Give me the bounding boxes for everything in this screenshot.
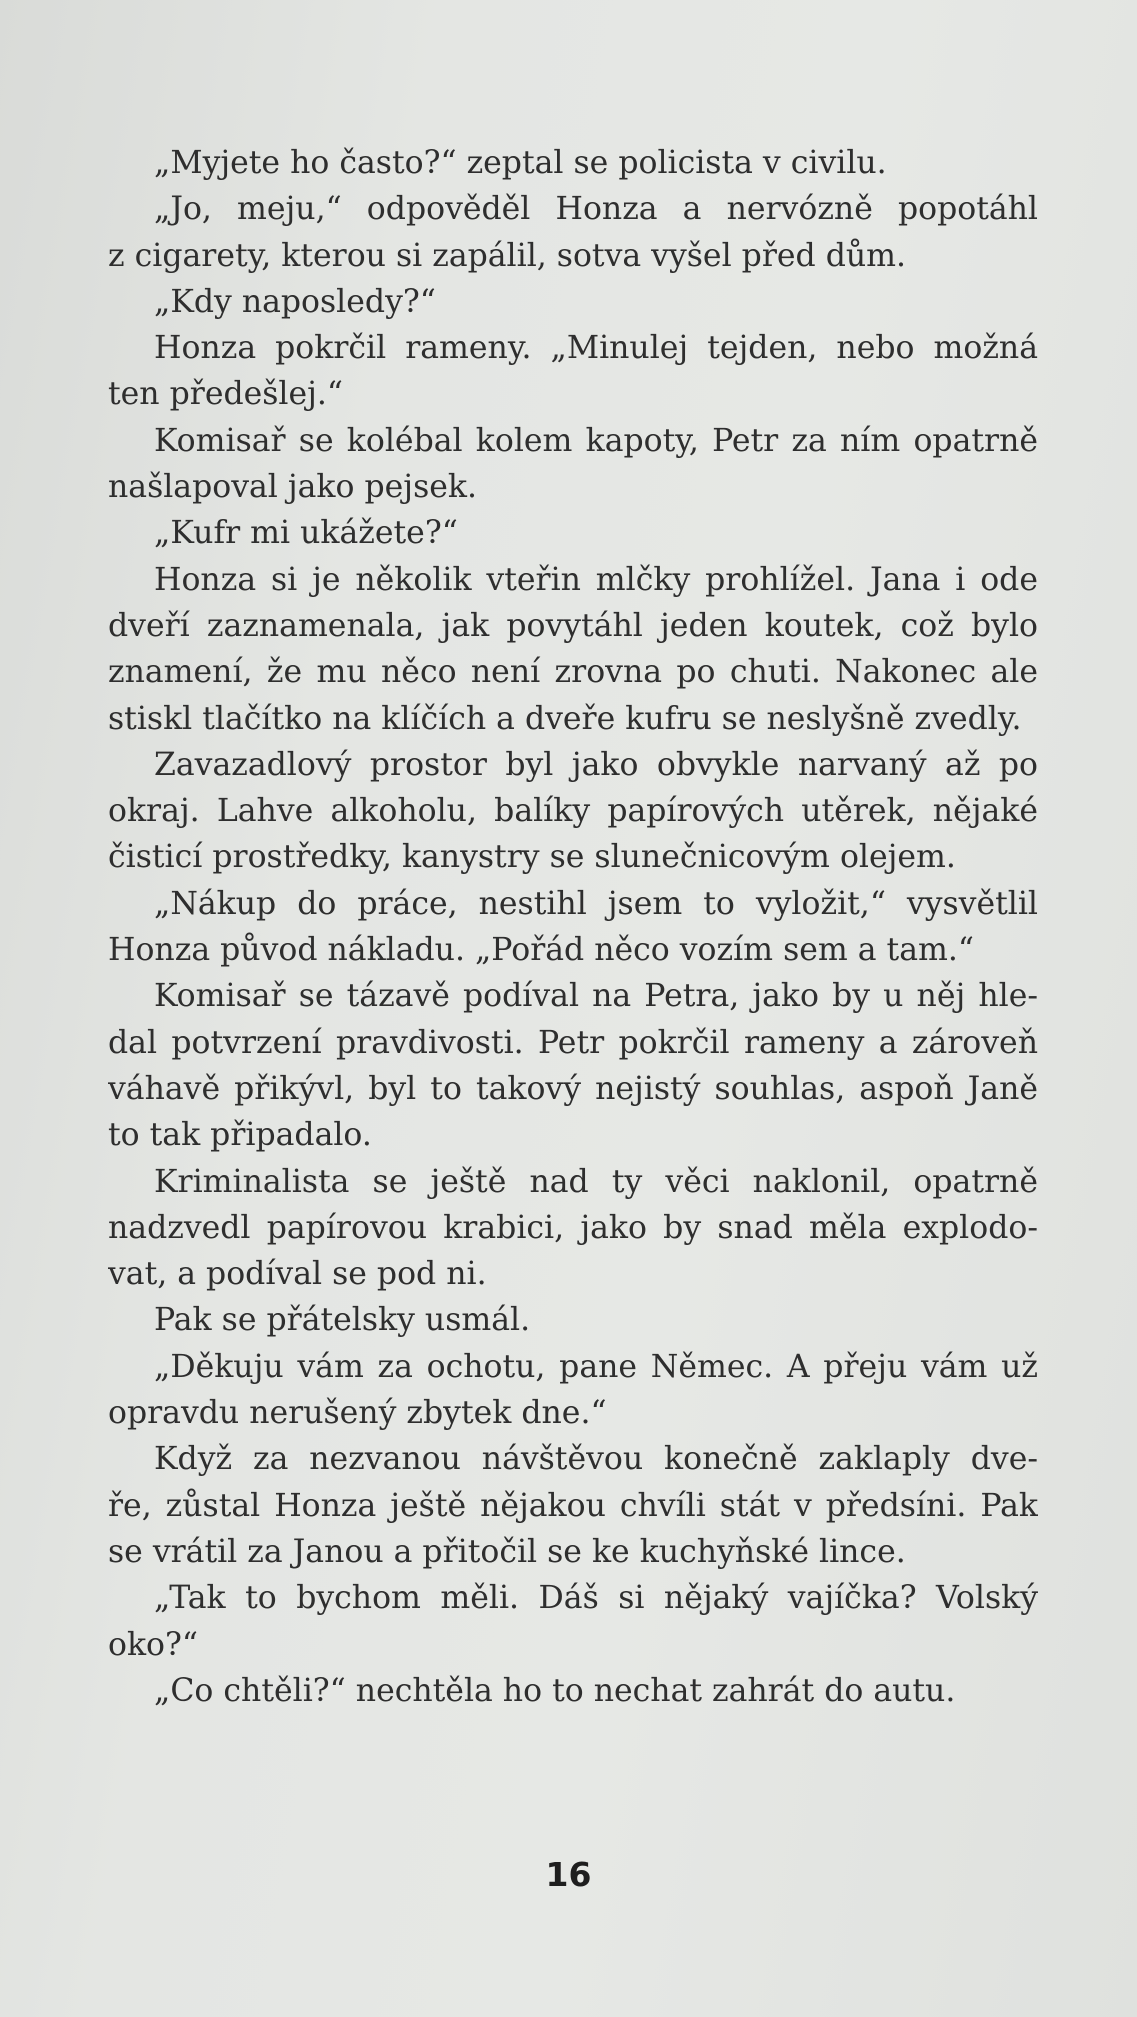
text-line: Komisař se tázavě podíval na Petra, jako by u něj hle- <box>154 978 1038 1015</box>
text-line: čisticí prostředky, kanystry se slunečnicovým olejem. <box>108 839 956 876</box>
text-line: Kriminalista se ještě nad ty věci naklonil, opatrně <box>154 1163 1038 1200</box>
text-line: se vrátil za Janou a přitočil se ke kuchyňské lince. <box>108 1533 906 1570</box>
text-line: dveří zaznamenala, jak povytáhl jeden koutek, což bylo <box>108 607 1038 644</box>
text-line: to tak připadalo. <box>108 1117 372 1154</box>
body-text <box>108 140 1038 1714</box>
paragraph <box>108 1436 1038 1575</box>
text-line: „Děkuju vám za ochotu, pane Němec. A přeju vám už <box>154 1348 1038 1385</box>
text-line: Honza si je několik vteřin mlčky prohlížel. Jana i ode <box>154 561 1038 598</box>
text-line: ten předešlej.“ <box>108 376 344 413</box>
paragraph <box>108 742 1038 881</box>
text-line: Honza původ nákladu. „Pořád něco vozím sem a tam.“ <box>108 932 974 969</box>
text-line: nadzvedl papírovou krabici, jako by snad měla explodo- <box>108 1209 1038 1246</box>
paragraph <box>108 1575 1038 1668</box>
paragraph <box>108 418 1038 511</box>
paragraph <box>108 1297 1038 1343</box>
text-line: „Kufr mi ukážete?“ <box>154 515 458 552</box>
page-number: 16 <box>545 1855 592 1894</box>
text-line: „Tak to bychom měli. Dáš si nějaký vajíčka? Volský <box>154 1580 1038 1617</box>
text-line: oko?“ <box>108 1626 199 1663</box>
text-line: dal potvrzení pravdivosti. Petr pokrčil rameny a zároveň <box>108 1024 1038 1061</box>
text-line: „Myjete ho často?“ zeptal se policista v civilu. <box>154 145 887 181</box>
paragraph <box>108 973 1038 1158</box>
text-line: Pak se přátelsky usmál. <box>154 1302 531 1339</box>
text-line: ře, zůstal Honza ještě nějakou chvíli stát v předsíni. Pak <box>108 1487 1038 1524</box>
text-line: okraj. Lahve alkoholu, balíky papírových utěrek, nějaké <box>108 793 1038 830</box>
text-line: „Jo, meju,“ odpověděl Honza a nervózně popotáhl <box>154 191 1038 228</box>
text-line: znamení, že mu něco není zrovna po chuti. Nakonec ale <box>108 654 1038 691</box>
text-line: Komisař se kolébal kolem kapoty, Petr za ním opatrně <box>154 422 1038 459</box>
paragraph <box>108 325 1038 418</box>
text-line: Honza pokrčil rameny. „Minulej tejden, nebo možná <box>154 330 1038 367</box>
paragraph <box>108 140 1038 186</box>
paragraph <box>108 1668 1038 1714</box>
text-line: vat, a podíval se pod ni. <box>108 1256 487 1293</box>
paragraph <box>108 1159 1038 1298</box>
text-line: „Co chtěli?“ nechtěla ho to nechat zahrát do autu. <box>154 1672 956 1709</box>
text-line: váhavě přikývl, byl to takový nejistý souhlas, aspoň Janě <box>108 1070 1038 1107</box>
text-line: našlapoval jako pejsek. <box>108 469 477 506</box>
text-line: Když za nezvanou návštěvou konečně zaklaply dve- <box>154 1441 1038 1478</box>
paragraph <box>108 881 1038 974</box>
paragraph <box>108 557 1038 742</box>
text-line: z cigarety, kterou si zapálil, sotva vyšel před dům. <box>108 237 907 274</box>
paragraph <box>108 279 1038 325</box>
text-line: Zavazadlový prostor byl jako obvykle narvaný až po <box>154 746 1038 783</box>
paragraph <box>108 186 1038 279</box>
paragraph <box>108 1344 1038 1437</box>
text-line: „Kdy naposledy?“ <box>154 283 436 320</box>
text-line: „Nákup do práce, nestihl jsem to vyložit,“ vysvětlil <box>154 885 1038 922</box>
text-line: stiskl tlačítko na klíčích a dveře kufru se neslyšně zvedly. <box>108 700 1022 737</box>
paragraph <box>108 510 1038 556</box>
text-line: opravdu nerušený zbytek dne.“ <box>108 1395 607 1432</box>
